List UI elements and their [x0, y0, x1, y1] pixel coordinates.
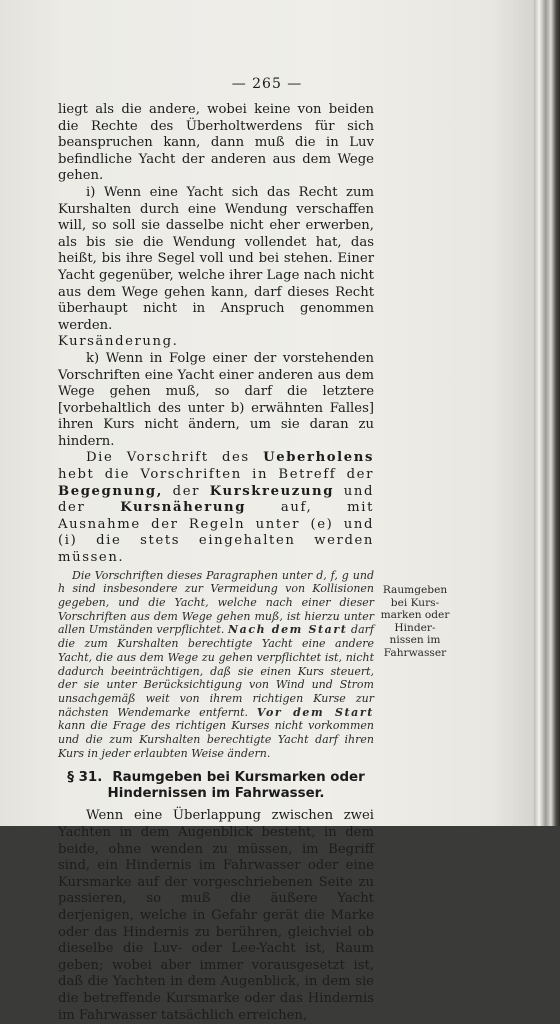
bold-kursnaeherung: Kursnäherung	[120, 500, 247, 516]
section-heading	[58, 770, 374, 802]
footnote: Die Vorschriften dieses Paragraphen unter d, f, g und h sind insbesondere zur Vermeidung von Kollisionen gegeben, und die Yacht, welche nach einer dieser Vorschriften aus dem Wege gehen muß, ist hierzu unter allen Umständen verpflichtet. Nach dem Start darf die zum Kurshalten berechtigte Yacht eine andere Yacht, die aus dem Wege zu gehen verpflichtet ist, nicht dadurch beeinträchtigen, daß sie einen Kurs steuert, der sie unter Berücksichtigung von Wind und Strom unsachgemäß weit von ihrem richtigen Kurse zur nächsten Wendemarke entfernt. Vor dem Start kann die Frage des richtigen Kurses nicht vorkommen und die zum Kurshalten berechtigte Yacht darf ihren Kurs in jeder erlaubten Weise ändern.	[58, 568, 374, 760]
margin-note: Raumgeben bei Kurs- marken oder Hinder- nissen im Fahrwasser	[380, 584, 450, 659]
rule-paragraph: Die Vorschrift des Ueberholens hebt die Vorschriften in Betreff der Begegnung, der Kurskreuzung und der Kursnäherung auf, mit Ausnahme der Regeln unter (e) und (i) die stets eingehalten werden müssen.	[58, 450, 374, 566]
paragraph-i: i) Wenn eine Yacht sich das Recht zum Kurshalten durch eine Wendung verschaffen will, so soll sie dasselbe nicht eher erwerben, als bis sie die Wendung vollendet hat, das heißt, bis ihre Segel voll und bei stehen. Einer Yacht gegenüber, welche ihrer Lage nach nicht aus dem Wege gehen kann, darf dieses Recht überhaupt nicht in Anspruch genommen werden.	[58, 184, 374, 333]
bold-kurskreuzung: Kurskreuzung	[209, 483, 335, 499]
note-bold-vor-dem-start: Vor dem Start	[256, 705, 374, 719]
section-number: § 31.	[67, 770, 103, 786]
bold-begegnung: Begegnung,	[58, 483, 163, 499]
intro-paragraph: liegt als die andere, wobei keine von beiden die Rechte des Überholtwerdens für sich beanspruchen kann, dann muß die in Luv befindliche Yacht der anderen aus dem Wege gehen.	[58, 102, 374, 184]
page-body	[58, 102, 374, 1024]
paragraph-k: k) Wenn in Folge einer der vorstehenden Vorschriften eine Yacht einer anderen aus dem Wege gehen muß, so darf die letztere [vorbehaltlich des unter b) erwähnten Falles] ihren Kurs nicht ändern, um sie daran zu hindern.	[58, 350, 374, 449]
page-number: — 265 —	[231, 76, 303, 92]
bold-ueberholens: Ueberholens	[263, 450, 374, 466]
subheading-kursaenderung: Kursänderung.	[58, 334, 179, 350]
note-bold-nach-dem-start: Nach dem Start	[227, 623, 348, 637]
book-page-edge	[534, 0, 560, 826]
section-paragraph: Wenn eine Überlappung zwischen zwei Yachten in dem Augenblick besteht, in dem beide, ohne wenden zu müssen, im Begriff sind, ein Hindernis im Fahrwasser oder eine Kursmarke auf der vorgeschriebenen Seite zu passieren, so muß die äußere Yacht derjenigen, welche in Gefahr gerät die Marke oder das Hindernis zu berühren, gleichviel ob dieselbe die Luv- oder Lee-Yacht ist, Raum geben; wobei aber immer vorausgesetzt ist, daß die Yachten in dem Augenblick, in dem sie die betreffende Kursmarke oder das Hindernis im Fahrwasser tatsächlich erreichen,	[58, 808, 374, 1023]
section-title-line1: Raumgeben bei Kursmarken oder	[112, 770, 365, 786]
section-title-line2: Hindernissen im Fahrwasser.	[107, 786, 325, 802]
